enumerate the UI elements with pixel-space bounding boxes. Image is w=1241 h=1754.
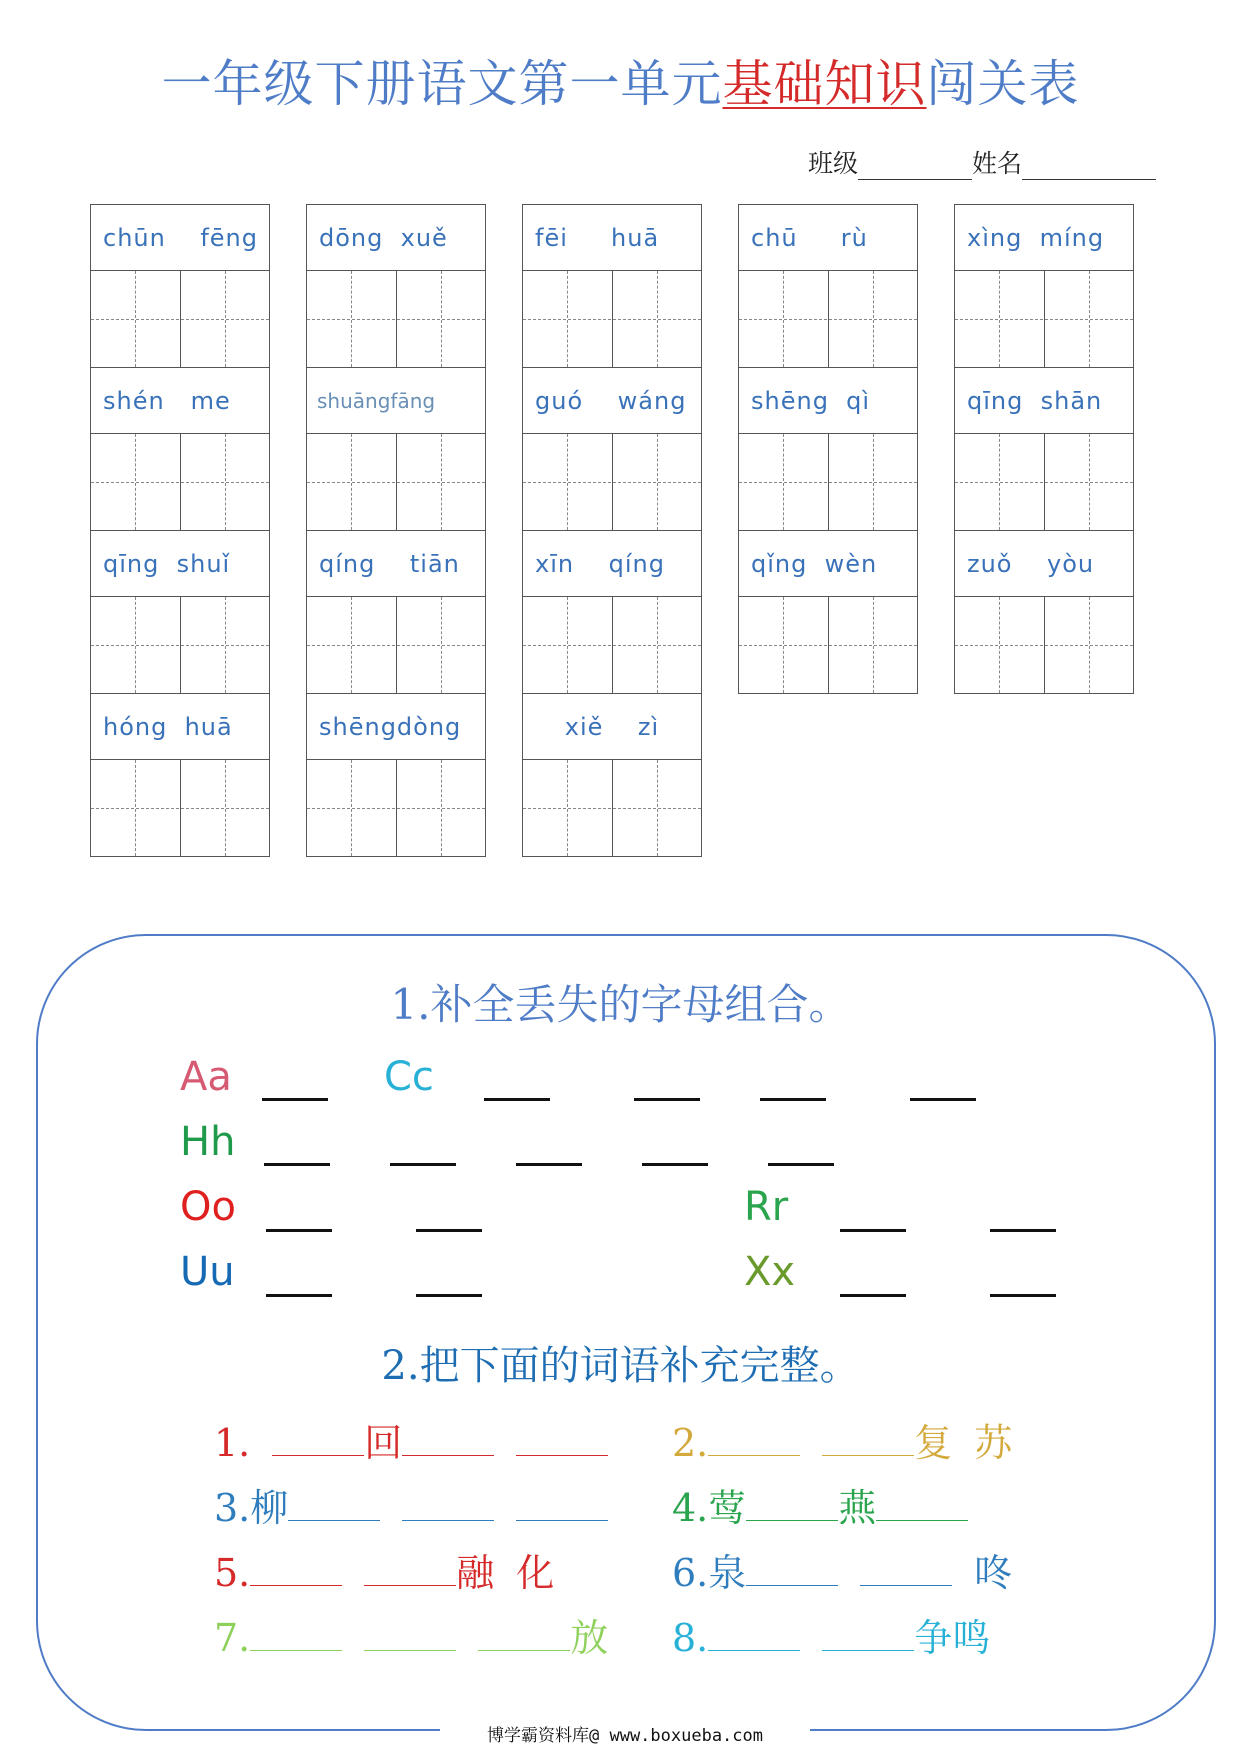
letter-pair: Cc (384, 1054, 434, 1100)
pinyin-text: xīn qíng (523, 531, 701, 597)
word-item (672, 1607, 990, 1662)
given-char: 回 (364, 1421, 403, 1465)
given-char: 放 (570, 1616, 609, 1660)
pinyin-text: chūn fēng (91, 205, 269, 271)
answer-blank[interactable] (860, 1556, 952, 1586)
pinyin-text: xiě zì (523, 694, 701, 760)
answer-blank[interactable] (768, 1163, 834, 1166)
section2-num: 2. (381, 1343, 420, 1389)
answer-blank[interactable] (484, 1098, 550, 1101)
name-blank[interactable] (1022, 158, 1156, 180)
name-label: 姓名 (972, 149, 1023, 178)
pinyin-card (522, 204, 702, 368)
writing-grid[interactable] (523, 597, 701, 693)
writing-grid[interactable] (523, 434, 701, 530)
answer-blank[interactable] (402, 1491, 494, 1521)
answer-blank[interactable] (288, 1491, 380, 1521)
answer-blank[interactable] (876, 1491, 968, 1521)
item-number: 3. (214, 1486, 251, 1530)
item-number: 7. (214, 1616, 251, 1660)
answer-blank[interactable] (416, 1229, 482, 1232)
page-title (0, 44, 1241, 116)
item-number: 8. (672, 1616, 709, 1660)
given-char: 争鸣 (914, 1616, 991, 1660)
answer-blank[interactable] (708, 1621, 800, 1651)
writing-grid[interactable] (523, 760, 701, 856)
pinyin-card (90, 367, 270, 531)
pinyin-text: guó wáng (523, 368, 701, 434)
item-number: 4. (672, 1486, 709, 1530)
answer-blank[interactable] (990, 1229, 1056, 1232)
answer-blank[interactable] (266, 1229, 332, 1232)
pinyin-text: hóng huā (91, 694, 269, 760)
section1-title: 1.补全丢失的字母组合。 (390, 980, 851, 1029)
pinyin-card (954, 204, 1134, 368)
answer-blank[interactable] (390, 1163, 456, 1166)
given-char: 融 (456, 1551, 495, 1595)
pinyin-card (90, 204, 270, 368)
writing-grid[interactable] (739, 271, 917, 367)
answer-blank[interactable] (402, 1426, 494, 1456)
letter-pair: Oo (180, 1184, 236, 1230)
pinyin-text: qǐng wèn (739, 531, 917, 597)
pinyin-card (738, 204, 918, 368)
writing-grid[interactable] (91, 271, 269, 367)
answer-blank[interactable] (262, 1098, 328, 1101)
class-name-line (808, 144, 1156, 180)
given-char: 咚 (974, 1551, 1013, 1595)
writing-grid[interactable] (307, 271, 485, 367)
given-char: 复 (914, 1421, 953, 1465)
given-char: 莺 (708, 1486, 747, 1530)
answer-blank[interactable] (990, 1294, 1056, 1297)
pinyin-card (738, 530, 918, 694)
pinyin-text: dōng xuě (307, 205, 485, 271)
class-blank[interactable] (858, 158, 972, 180)
item-number: 2. (672, 1421, 709, 1465)
word-item (214, 1477, 608, 1532)
pinyin-card (90, 693, 270, 857)
answer-blank[interactable] (516, 1163, 582, 1166)
section2-text: 把下面的词语补充完整。 (419, 1343, 860, 1389)
given-char: 泉 (708, 1551, 747, 1595)
answer-blank[interactable] (250, 1621, 342, 1651)
answer-blank[interactable] (642, 1163, 708, 1166)
pinyin-text: chū rù (739, 205, 917, 271)
letter-pair: Rr (744, 1184, 789, 1230)
item-number: 5. (214, 1551, 251, 1595)
answer-blank[interactable] (364, 1621, 456, 1651)
answer-blank[interactable] (840, 1294, 906, 1297)
item-number: 6. (672, 1551, 709, 1595)
pinyin-card (738, 367, 918, 531)
answer-blank[interactable] (516, 1491, 608, 1521)
given-char: 化 (516, 1551, 555, 1595)
section2-title (0, 1334, 1241, 1391)
writing-grid[interactable] (307, 760, 485, 856)
writing-grid[interactable] (739, 434, 917, 530)
writing-grid[interactable] (307, 597, 485, 693)
pinyin-text: qíng tiān (307, 531, 485, 597)
pinyin-card (522, 367, 702, 531)
given-char: 苏 (974, 1421, 1013, 1465)
given-char: 柳 (250, 1486, 289, 1530)
answer-blank[interactable] (840, 1229, 906, 1232)
writing-grid[interactable] (955, 434, 1133, 530)
answer-blank[interactable] (250, 1556, 342, 1586)
writing-grid[interactable] (91, 434, 269, 530)
pinyin-text: shēngdòng (307, 694, 485, 760)
pinyin-card (306, 530, 486, 694)
title-highlight: 基础知识 (722, 55, 927, 113)
word-item (214, 1412, 608, 1467)
answer-blank[interactable] (478, 1621, 570, 1651)
answer-blank[interactable] (910, 1098, 976, 1101)
writing-grid[interactable] (91, 597, 269, 693)
answer-blank[interactable] (708, 1426, 800, 1456)
letter-pair: Uu (180, 1249, 235, 1295)
pinyin-text: qīng shān (955, 368, 1133, 434)
pinyin-card (522, 693, 702, 857)
letter-pair: Hh (180, 1119, 236, 1165)
writing-grid[interactable] (955, 271, 1133, 367)
answer-blank[interactable] (822, 1426, 914, 1456)
letter-pair: Aa (180, 1054, 232, 1100)
answer-blank[interactable] (746, 1491, 838, 1521)
writing-grid[interactable] (307, 434, 485, 530)
pinyin-card (522, 530, 702, 694)
letter-pair: Xx (744, 1249, 796, 1295)
writing-grid[interactable] (523, 271, 701, 367)
title-prefix: 一年级下册语文第一单元 (161, 55, 723, 113)
answer-blank[interactable] (266, 1294, 332, 1297)
pinyin-text: shēng qì (739, 368, 917, 434)
word-item (672, 1477, 968, 1532)
pinyin-text: qīng shuǐ (91, 531, 269, 597)
pinyin-text: shén me (91, 368, 269, 434)
item-number: 1. (214, 1421, 251, 1465)
answer-blank[interactable] (634, 1098, 700, 1101)
pinyin-text: zuǒ yòu (955, 531, 1133, 597)
pinyin-card (954, 530, 1134, 694)
pinyin-card (954, 367, 1134, 531)
word-item (214, 1542, 554, 1597)
pinyin-card (306, 204, 486, 368)
answer-blank[interactable] (272, 1426, 364, 1456)
pinyin-card (90, 530, 270, 694)
answer-blank[interactable] (264, 1163, 330, 1166)
answer-blank[interactable] (822, 1621, 914, 1651)
pinyin-card (306, 367, 486, 531)
writing-grid[interactable] (91, 760, 269, 856)
answer-blank[interactable] (746, 1556, 838, 1586)
answer-blank[interactable] (364, 1556, 456, 1586)
answer-blank[interactable] (760, 1098, 826, 1101)
pinyin-text: xìng míng (955, 205, 1133, 271)
writing-grid[interactable] (955, 597, 1133, 693)
class-label: 班级 (808, 149, 859, 178)
word-item (672, 1412, 1012, 1467)
pinyin-text: fēi huā (523, 205, 701, 271)
word-item (214, 1607, 608, 1662)
answer-blank[interactable] (516, 1426, 608, 1456)
given-char: 燕 (838, 1486, 877, 1530)
pinyin-text: shuāngfāng (307, 368, 485, 434)
pinyin-card (306, 693, 486, 857)
answer-blank[interactable] (416, 1294, 482, 1297)
writing-grid[interactable] (739, 597, 917, 693)
footer-watermark: 博学霸资料库@ www.boxueba.com (440, 1724, 810, 1748)
title-suffix: 闯关表 (926, 55, 1080, 113)
word-item (672, 1542, 1012, 1597)
